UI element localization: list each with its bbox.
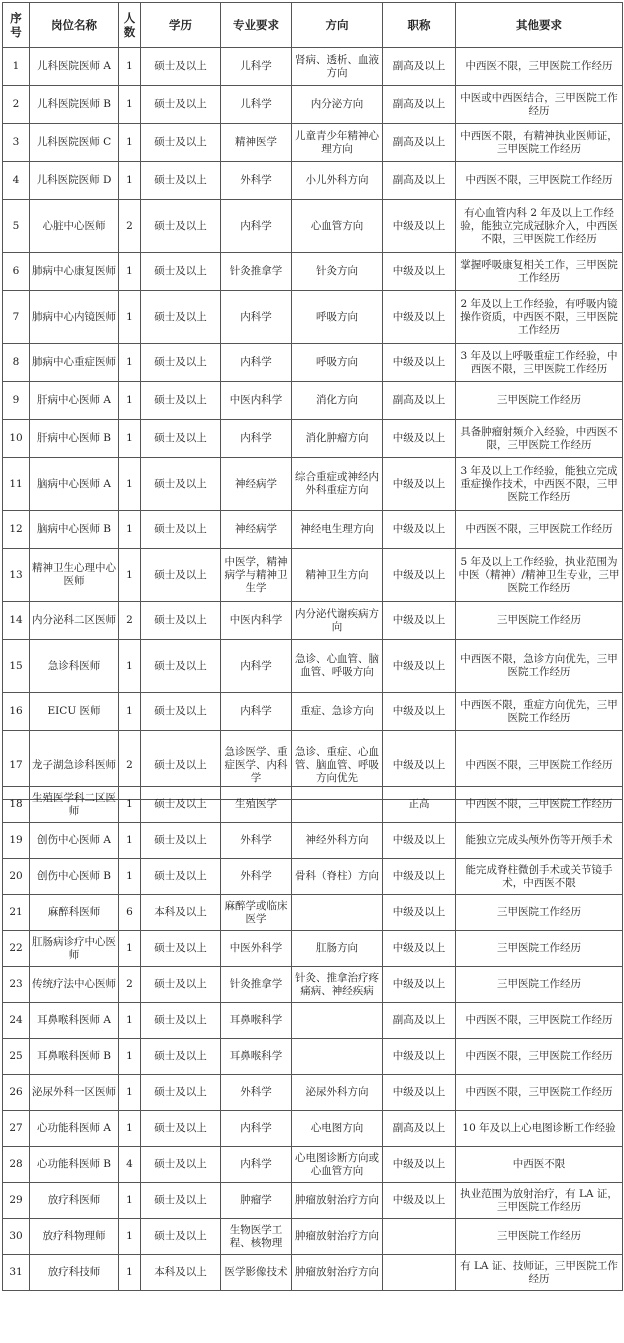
cell-education: 硕士及以上: [141, 344, 221, 382]
cell-direction: 针灸、推拿治疗疼痛病、神经疾病: [292, 967, 383, 1003]
cell-other: 三甲医院工作经历: [456, 382, 623, 420]
cell-title: 中级及以上: [383, 731, 456, 800]
cell-count: 2: [119, 602, 141, 640]
cell-no: 28: [3, 1147, 30, 1183]
cell-major: 急诊医学、重症医学、内科学: [221, 731, 292, 800]
cell-major: 外科学: [221, 162, 292, 200]
cell-count: 1: [119, 511, 141, 549]
table-header-row: [3, 3, 623, 48]
table-row: [3, 1003, 623, 1039]
table-row: [3, 124, 623, 162]
cell-major: 神经病学: [221, 458, 292, 511]
table-row: [3, 420, 623, 458]
cell-no: 24: [3, 1003, 30, 1039]
cell-education: 硕士及以上: [141, 1039, 221, 1075]
cell-title: 中级及以上: [383, 1147, 456, 1183]
table-row: [3, 549, 623, 602]
cell-count: 1: [119, 1075, 141, 1111]
cell-title: 中级及以上: [383, 693, 456, 731]
cell-title: [383, 1255, 456, 1291]
cell-direction: 针灸方向: [292, 253, 383, 291]
cell-direction: 消化方向: [292, 382, 383, 420]
table-row: [3, 1147, 623, 1183]
cell-position: 肺病中心重症医师: [30, 344, 119, 382]
cell-direction: 内分泌代谢疾病方向: [292, 602, 383, 640]
cell-position: 急诊科医师: [30, 640, 119, 693]
cell-position: 龙子湖急诊科医师: [30, 731, 119, 800]
table-row: [3, 1183, 623, 1219]
cell-direction: 心血管方向: [292, 200, 383, 253]
cell-position: 肛肠病诊疗中心医师: [30, 931, 119, 967]
cell-major: 外科学: [221, 823, 292, 859]
table-row: [3, 823, 623, 859]
cell-no: 26: [3, 1075, 30, 1111]
cell-title: 中级及以上: [383, 291, 456, 344]
cell-no: 15: [3, 640, 30, 693]
cell-no: 9: [3, 382, 30, 420]
recruitment-table-part-1: [2, 2, 623, 800]
cell-count: 1: [119, 382, 141, 420]
cell-count: 1: [119, 458, 141, 511]
cell-major: 内科学: [221, 640, 292, 693]
cell-position: 肺病中心康复医师: [30, 253, 119, 291]
cell-education: 硕士及以上: [141, 1075, 221, 1111]
cell-count: 1: [119, 1183, 141, 1219]
cell-direction: 神经外科方向: [292, 823, 383, 859]
cell-count: 1: [119, 549, 141, 602]
table-row: [3, 859, 623, 895]
cell-direction: [292, 787, 383, 823]
cell-other: 中医或中西医结合，三甲医院工作经历: [456, 86, 623, 124]
cell-education: 硕士及以上: [141, 1183, 221, 1219]
cell-count: 2: [119, 731, 141, 800]
header-cell-education: 学历: [141, 3, 221, 48]
cell-major: 针灸推拿学: [221, 967, 292, 1003]
cell-major: 麻醉学或临床医学: [221, 895, 292, 931]
cell-position: 泌尿外科一区医师: [30, 1075, 119, 1111]
cell-count: 1: [119, 344, 141, 382]
cell-major: 中医外科学: [221, 931, 292, 967]
cell-other: 三甲医院工作经历: [456, 602, 623, 640]
cell-no: 20: [3, 859, 30, 895]
cell-direction: 急诊、心血管、脑血管、呼吸方向: [292, 640, 383, 693]
cell-education: 硕士及以上: [141, 420, 221, 458]
table-row: [3, 200, 623, 253]
cell-position: 脑病中心医师 A: [30, 458, 119, 511]
cell-major: 内科学: [221, 420, 292, 458]
cell-position: 耳鼻喉科医师 A: [30, 1003, 119, 1039]
table-row: [3, 291, 623, 344]
cell-no: 3: [3, 124, 30, 162]
cell-no: 14: [3, 602, 30, 640]
cell-major: 医学影像技术: [221, 1255, 292, 1291]
cell-count: 1: [119, 86, 141, 124]
cell-education: 硕士及以上: [141, 48, 221, 86]
cell-no: 22: [3, 931, 30, 967]
cell-position: 放疗科医师: [30, 1183, 119, 1219]
cell-no: 11: [3, 458, 30, 511]
table-row: [3, 1219, 623, 1255]
cell-title: 副高及以上: [383, 86, 456, 124]
cell-direction: 骨科（脊柱）方向: [292, 859, 383, 895]
cell-major: 针灸推拿学: [221, 253, 292, 291]
cell-major: 内科学: [221, 693, 292, 731]
cell-no: 25: [3, 1039, 30, 1075]
cell-other: 3 年及以上呼吸重症工作经验，中西医不限，三甲医院工作经历: [456, 344, 623, 382]
cell-position: 心功能科医师 B: [30, 1147, 119, 1183]
cell-other: 中西医不限，三甲医院工作经历: [456, 787, 623, 823]
cell-title: 副高及以上: [383, 124, 456, 162]
cell-count: 1: [119, 1255, 141, 1291]
cell-no: 2: [3, 86, 30, 124]
cell-major: 耳鼻喉科学: [221, 1003, 292, 1039]
table-row: [3, 253, 623, 291]
cell-count: 1: [119, 420, 141, 458]
cell-count: 1: [119, 931, 141, 967]
table-row: [3, 162, 623, 200]
cell-position: 麻醉科医师: [30, 895, 119, 931]
cell-education: 硕士及以上: [141, 124, 221, 162]
cell-title: 中级及以上: [383, 859, 456, 895]
cell-direction: 重症、急诊方向: [292, 693, 383, 731]
cell-other: 3 年及以上工作经验，能独立完成重症操作技术，中西医不限，三甲医院工作经历: [456, 458, 623, 511]
cell-major: 精神医学: [221, 124, 292, 162]
cell-major: 肿瘤学: [221, 1183, 292, 1219]
cell-other: 能独立完成头颅外伤等开颅手术: [456, 823, 623, 859]
cell-major: 外科学: [221, 859, 292, 895]
cell-major: 神经病学: [221, 511, 292, 549]
cell-title: 中级及以上: [383, 640, 456, 693]
cell-education: 硕士及以上: [141, 549, 221, 602]
cell-other: 中西医不限，三甲医院工作经历: [456, 731, 623, 800]
cell-education: 本科及以上: [141, 1255, 221, 1291]
cell-position: 肝病中心医师 B: [30, 420, 119, 458]
cell-title: 中级及以上: [383, 549, 456, 602]
cell-major: 内科学: [221, 1147, 292, 1183]
cell-position: 放疗科技师: [30, 1255, 119, 1291]
cell-no: 6: [3, 253, 30, 291]
table-row: [3, 967, 623, 1003]
cell-other: 有心血管内科 2 年及以上工作经验，能独立完成冠脉介入，中西医不限，三甲医院工作经历: [456, 200, 623, 253]
cell-education: 硕士及以上: [141, 200, 221, 253]
cell-major: 儿科学: [221, 48, 292, 86]
cell-major: 外科学: [221, 1075, 292, 1111]
table-row: [3, 1039, 623, 1075]
cell-other: 能完成脊柱微创手术或关节镜手术，中西医不限: [456, 859, 623, 895]
cell-position: 生殖医学科二区医师: [30, 787, 119, 823]
cell-count: 1: [119, 124, 141, 162]
cell-direction: 内分泌方向: [292, 86, 383, 124]
cell-position: 肝病中心医师 A: [30, 382, 119, 420]
table-row: [3, 640, 623, 693]
cell-direction: 肿瘤放射治疗方向: [292, 1219, 383, 1255]
cell-no: 10: [3, 420, 30, 458]
cell-direction: 肾病、透析、血液方向: [292, 48, 383, 86]
cell-title: 中级及以上: [383, 420, 456, 458]
cell-title: 中级及以上: [383, 1039, 456, 1075]
cell-major: 生物医学工程、核物理: [221, 1219, 292, 1255]
cell-other: 中西医不限，有精神执业医师证，三甲医院工作经历: [456, 124, 623, 162]
cell-major: 生殖医学: [221, 787, 292, 823]
cell-direction: 综合重症或神经内外科重症方向: [292, 458, 383, 511]
cell-position: 放疗科物理师: [30, 1219, 119, 1255]
cell-position: 创伤中心医师 A: [30, 823, 119, 859]
header-cell-major: 专业要求: [221, 3, 292, 48]
table-row: [3, 86, 623, 124]
cell-no: 23: [3, 967, 30, 1003]
cell-major: 内科学: [221, 200, 292, 253]
cell-count: 1: [119, 787, 141, 823]
cell-title: 中级及以上: [383, 344, 456, 382]
cell-count: 1: [119, 693, 141, 731]
cell-count: 1: [119, 48, 141, 86]
table-row: [3, 458, 623, 511]
table-row: [3, 382, 623, 420]
cell-education: 硕士及以上: [141, 291, 221, 344]
table-row: [3, 787, 623, 823]
cell-education: 硕士及以上: [141, 382, 221, 420]
cell-education: 硕士及以上: [141, 693, 221, 731]
cell-no: 16: [3, 693, 30, 731]
table-row: [3, 344, 623, 382]
cell-other: 中西医不限，三甲医院工作经历: [456, 1039, 623, 1075]
cell-education: 硕士及以上: [141, 162, 221, 200]
cell-title: 副高及以上: [383, 48, 456, 86]
cell-no: 29: [3, 1183, 30, 1219]
cell-other: 10 年及以上心电图诊断工作经验: [456, 1111, 623, 1147]
cell-other: 5 年及以上工作经验，执业范围为中医（精神）/精神卫生专业，三甲医院工作经历: [456, 549, 623, 602]
cell-education: 硕士及以上: [141, 511, 221, 549]
cell-major: 内科学: [221, 344, 292, 382]
cell-no: 30: [3, 1219, 30, 1255]
cell-direction: [292, 1039, 383, 1075]
cell-other: 三甲医院工作经历: [456, 931, 623, 967]
cell-direction: 神经电生理方向: [292, 511, 383, 549]
cell-title: 副高及以上: [383, 1111, 456, 1147]
cell-no: 27: [3, 1111, 30, 1147]
cell-other: 三甲医院工作经历: [456, 1219, 623, 1255]
cell-direction: 呼吸方向: [292, 344, 383, 382]
cell-no: 8: [3, 344, 30, 382]
table-row: [3, 1075, 623, 1111]
header-cell-title: 职称: [383, 3, 456, 48]
cell-education: 硕士及以上: [141, 640, 221, 693]
cell-other: 具备肿瘤射频介入经验，中西医不限，三甲医院工作经历: [456, 420, 623, 458]
cell-education: 硕士及以上: [141, 1003, 221, 1039]
cell-position: 心功能科医师 A: [30, 1111, 119, 1147]
cell-no: 31: [3, 1255, 30, 1291]
cell-other: 中西医不限，重症方向优先，三甲医院工作经历: [456, 693, 623, 731]
cell-position: 儿科医院医师 C: [30, 124, 119, 162]
header-cell-count: 人数: [119, 3, 141, 48]
cell-title: 中级及以上: [383, 1075, 456, 1111]
cell-education: 硕士及以上: [141, 86, 221, 124]
cell-count: 1: [119, 162, 141, 200]
cell-position: 创伤中心医师 B: [30, 859, 119, 895]
cell-other: 中西医不限，三甲医院工作经历: [456, 1003, 623, 1039]
cell-other: 掌握呼吸康复相关工作，三甲医院工作经历: [456, 253, 623, 291]
table-row: [3, 1255, 623, 1291]
cell-direction: 肿瘤放射治疗方向: [292, 1255, 383, 1291]
cell-position: EICU 医师: [30, 693, 119, 731]
cell-title: 中级及以上: [383, 1183, 456, 1219]
cell-other: 三甲医院工作经历: [456, 967, 623, 1003]
cell-count: 1: [119, 823, 141, 859]
cell-major: 中医学，精神病学与精神卫生学: [221, 549, 292, 602]
table-row: [3, 693, 623, 731]
cell-title: 副高及以上: [383, 162, 456, 200]
cell-other: 中西医不限，三甲医院工作经历: [456, 511, 623, 549]
header-cell-other: 其他要求: [456, 3, 623, 48]
cell-direction: 心电图诊断方向或心血管方向: [292, 1147, 383, 1183]
cell-title: 副高及以上: [383, 382, 456, 420]
cell-no: 13: [3, 549, 30, 602]
table-row: [3, 931, 623, 967]
cell-position: 儿科医院医师 B: [30, 86, 119, 124]
cell-other: 中西医不限，三甲医院工作经历: [456, 1075, 623, 1111]
cell-no: 12: [3, 511, 30, 549]
cell-count: 1: [119, 1039, 141, 1075]
cell-count: 1: [119, 1111, 141, 1147]
cell-education: 硕士及以上: [141, 859, 221, 895]
cell-no: 5: [3, 200, 30, 253]
cell-no: 1: [3, 48, 30, 86]
cell-count: 1: [119, 291, 141, 344]
cell-education: 硕士及以上: [141, 787, 221, 823]
cell-education: 硕士及以上: [141, 967, 221, 1003]
cell-count: 1: [119, 859, 141, 895]
cell-other: 有 LA 证、技师证，三甲医院工作经历: [456, 1255, 623, 1291]
cell-other: 中西医不限，急诊方向优先，三甲医院工作经历: [456, 640, 623, 693]
cell-direction: 呼吸方向: [292, 291, 383, 344]
cell-count: 2: [119, 967, 141, 1003]
cell-count: 4: [119, 1147, 141, 1183]
table-row: [3, 48, 623, 86]
cell-direction: 肛肠方向: [292, 931, 383, 967]
cell-no: 4: [3, 162, 30, 200]
cell-title: 中级及以上: [383, 895, 456, 931]
cell-major: 内科学: [221, 1111, 292, 1147]
cell-no: 7: [3, 291, 30, 344]
cell-count: 1: [119, 1219, 141, 1255]
cell-title: 正高: [383, 787, 456, 823]
cell-position: 儿科医院医师 D: [30, 162, 119, 200]
header-cell-position: 岗位名称: [30, 3, 119, 48]
cell-position: 心脏中心医师: [30, 200, 119, 253]
table-row: [3, 1111, 623, 1147]
cell-education: 硕士及以上: [141, 731, 221, 800]
cell-direction: 儿童青少年精神心理方向: [292, 124, 383, 162]
cell-position: 传统疗法中心医师: [30, 967, 119, 1003]
cell-count: 2: [119, 200, 141, 253]
cell-title: 副高及以上: [383, 1003, 456, 1039]
cell-title: 中级及以上: [383, 200, 456, 253]
table-body-part-2: [3, 787, 623, 1291]
cell-title: 中级及以上: [383, 253, 456, 291]
header-cell-direction: 方向: [292, 3, 383, 48]
table-row: [3, 602, 623, 640]
cell-major: 儿科学: [221, 86, 292, 124]
cell-major: 耳鼻喉科学: [221, 1039, 292, 1075]
cell-other: 执业范围为放射治疗，有 LA 证，三甲医院工作经历: [456, 1183, 623, 1219]
cell-count: 6: [119, 895, 141, 931]
cell-direction: 精神卫生方向: [292, 549, 383, 602]
cell-major: 中医内科学: [221, 382, 292, 420]
table-row: [3, 895, 623, 931]
cell-no: 17: [3, 731, 30, 800]
cell-other: 中西医不限: [456, 1147, 623, 1183]
cell-direction: [292, 895, 383, 931]
cell-position: 精神卫生心理中心医师: [30, 549, 119, 602]
cell-direction: 小儿外科方向: [292, 162, 383, 200]
cell-other: 三甲医院工作经历: [456, 895, 623, 931]
cell-position: 脑病中心医师 B: [30, 511, 119, 549]
cell-education: 硕士及以上: [141, 1111, 221, 1147]
cell-education: 硕士及以上: [141, 1219, 221, 1255]
cell-title: 中级及以上: [383, 823, 456, 859]
cell-direction: [292, 1003, 383, 1039]
cell-major: 内科学: [221, 291, 292, 344]
cell-count: 1: [119, 1003, 141, 1039]
recruitment-table-part-2: [2, 786, 623, 1291]
cell-education: 本科及以上: [141, 895, 221, 931]
cell-other: 中西医不限，三甲医院工作经历: [456, 162, 623, 200]
cell-title: 中级及以上: [383, 931, 456, 967]
table-body-part-1: [3, 48, 623, 800]
cell-no: 21: [3, 895, 30, 931]
cell-title: 中级及以上: [383, 511, 456, 549]
cell-major: 中医内科学: [221, 602, 292, 640]
cell-title: [383, 1219, 456, 1255]
cell-title: 中级及以上: [383, 967, 456, 1003]
cell-count: 1: [119, 253, 141, 291]
cell-position: 内分泌科二区医师: [30, 602, 119, 640]
cell-direction: 急诊、重症、心血管、脑血管、呼吸方向优先: [292, 731, 383, 800]
cell-direction: 肿瘤放射治疗方向: [292, 1183, 383, 1219]
cell-position: 儿科医院医师 A: [30, 48, 119, 86]
cell-position: 耳鼻喉科医师 B: [30, 1039, 119, 1075]
cell-other: 2 年及以上工作经验，有呼吸内镜操作资质，中西医不限，三甲医院工作经历: [456, 291, 623, 344]
cell-direction: 消化肿瘤方向: [292, 420, 383, 458]
cell-other: 中西医不限，三甲医院工作经历: [456, 48, 623, 86]
table-row: [3, 511, 623, 549]
cell-no: 19: [3, 823, 30, 859]
cell-education: 硕士及以上: [141, 823, 221, 859]
header-cell-no: 序号: [3, 3, 30, 48]
cell-title: 中级及以上: [383, 602, 456, 640]
cell-no: 18: [3, 787, 30, 823]
cell-education: 硕士及以上: [141, 931, 221, 967]
cell-position: 肺病中心内镜医师: [30, 291, 119, 344]
cell-count: 1: [119, 640, 141, 693]
cell-education: 硕士及以上: [141, 253, 221, 291]
cell-direction: 心电图方向: [292, 1111, 383, 1147]
cell-title: 中级及以上: [383, 458, 456, 511]
cell-education: 硕士及以上: [141, 458, 221, 511]
cell-education: 硕士及以上: [141, 602, 221, 640]
cell-direction: 泌尿外科方向: [292, 1075, 383, 1111]
cell-education: 硕士及以上: [141, 1147, 221, 1183]
